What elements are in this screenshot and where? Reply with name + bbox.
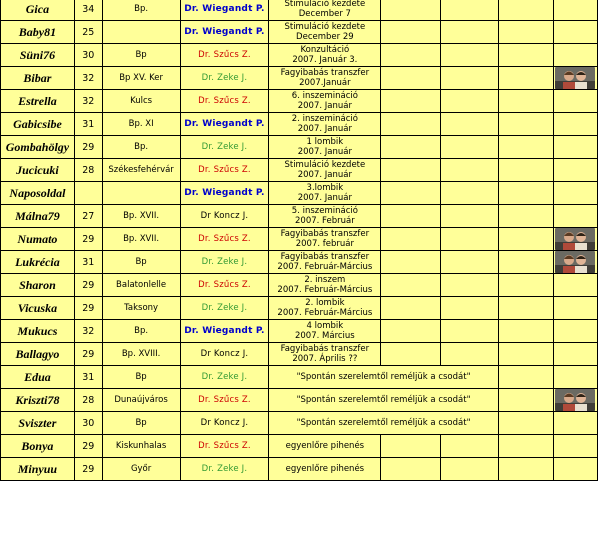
- empty-cell: [381, 90, 441, 113]
- member-age: 27: [74, 205, 102, 228]
- status-line: 2007. Március: [294, 331, 355, 341]
- status-line: 2. inszemináció: [291, 114, 358, 124]
- table-row: [1, 251, 598, 274]
- member-age: 32: [74, 320, 102, 343]
- member-status: [269, 90, 381, 113]
- member-city: Bp: [102, 44, 180, 67]
- empty-cell: [440, 21, 498, 44]
- member-age: 25: [74, 21, 102, 44]
- status-line: Fagyibabás transzfer: [280, 68, 370, 78]
- member-age: 29: [74, 343, 102, 366]
- member-nickname: Lukrécia: [1, 251, 75, 274]
- member-city: Bp. XVII.: [102, 228, 180, 251]
- status-line: Fagyibabás transzfer: [280, 252, 370, 262]
- status-line: 2007. Február-Március: [277, 262, 373, 272]
- member-city: Balatonlelle: [102, 274, 180, 297]
- member-nickname: Bibar: [1, 67, 75, 90]
- table-row: [1, 67, 598, 90]
- empty-cell: [381, 228, 441, 251]
- member-doctor: Dr Koncz J.: [180, 205, 269, 228]
- photo-cell: [553, 458, 597, 481]
- table-row: [1, 205, 598, 228]
- member-city: Győr: [102, 458, 180, 481]
- table-row: [1, 435, 598, 458]
- empty-cell: [440, 113, 498, 136]
- empty-cell: [381, 0, 441, 21]
- empty-cell: [440, 90, 498, 113]
- status-line: 2007. Február: [295, 216, 355, 226]
- photo-cell: [553, 159, 597, 182]
- member-status: [269, 67, 381, 90]
- empty-cell: [440, 228, 498, 251]
- empty-cell: [440, 435, 498, 458]
- member-status: [269, 435, 381, 458]
- empty-cell: [440, 205, 498, 228]
- empty-cell: [440, 320, 498, 343]
- member-nickname: Kriszti78: [1, 389, 75, 412]
- empty-cell: [440, 67, 498, 90]
- status-line: Fagyibabás transzfer: [280, 229, 370, 239]
- member-status: [269, 21, 381, 44]
- status-line: December 7: [298, 9, 351, 19]
- status-line: 2. lombik: [305, 298, 345, 308]
- status-line: Fagyibabás transzfer: [280, 344, 370, 354]
- table-row: [1, 320, 598, 343]
- member-city: Bp. XVIII.: [102, 343, 180, 366]
- member-nickname: Mukucs: [1, 320, 75, 343]
- status-line: 2007. február: [295, 239, 354, 249]
- member-status: [269, 136, 381, 159]
- member-status: [269, 228, 381, 251]
- empty-cell: [440, 0, 498, 21]
- photo-cell: [553, 44, 597, 67]
- member-doctor: Dr. Szűcs Z.: [180, 44, 269, 67]
- empty-cell: [440, 251, 498, 274]
- member-city: [102, 182, 180, 205]
- empty-cell: [498, 182, 553, 205]
- member-nickname: Vicuska: [1, 297, 75, 320]
- member-city: Dunaújváros: [102, 389, 180, 412]
- member-age: [74, 182, 102, 205]
- empty-cell: [498, 44, 553, 67]
- status-line: 5. inszemináció: [291, 206, 358, 216]
- table-row: [1, 90, 598, 113]
- empty-cell: [440, 159, 498, 182]
- member-doctor: Dr. Zeke J.: [180, 251, 269, 274]
- empty-cell: [498, 21, 553, 44]
- status-line: Stimuláció kezdete: [284, 160, 366, 170]
- empty-cell: [440, 44, 498, 67]
- member-doctor: Dr. Szűcs Z.: [180, 389, 269, 412]
- photo-cell: [553, 320, 597, 343]
- member-city: [102, 21, 180, 44]
- empty-cell: [381, 44, 441, 67]
- member-doctor: Dr. Szűcs Z.: [180, 435, 269, 458]
- member-nickname: Minyuu: [1, 458, 75, 481]
- member-status: [269, 159, 381, 182]
- empty-cell: [498, 389, 553, 412]
- member-doctor: Dr. Wiegandt P.: [180, 21, 269, 44]
- member-age: 30: [74, 412, 102, 435]
- empty-cell: [440, 458, 498, 481]
- empty-cell: [498, 366, 553, 389]
- table-row: [1, 458, 598, 481]
- couple-photo-icon[interactable]: [555, 67, 595, 89]
- empty-cell: [381, 274, 441, 297]
- photo-cell: [553, 228, 597, 251]
- member-doctor: Dr. Zeke J.: [180, 67, 269, 90]
- table-row: [1, 113, 598, 136]
- photo-cell: [553, 251, 597, 274]
- photo-cell: [553, 205, 597, 228]
- member-doctor: Dr. Wiegandt P.: [180, 182, 269, 205]
- member-age: 28: [74, 159, 102, 182]
- member-nickname: Sviszter: [1, 412, 75, 435]
- empty-cell: [498, 458, 553, 481]
- member-age: 32: [74, 67, 102, 90]
- empty-cell: [440, 343, 498, 366]
- empty-cell: [498, 297, 553, 320]
- status-line: 2007. Január 3.: [292, 55, 358, 65]
- member-city: Bp: [102, 412, 180, 435]
- table-row: [1, 44, 598, 67]
- photo-cell: [553, 274, 597, 297]
- empty-cell: [381, 458, 441, 481]
- member-doctor: Dr Koncz J.: [180, 343, 269, 366]
- member-age: 31: [74, 366, 102, 389]
- member-doctor: Dr. Szűcs Z.: [180, 274, 269, 297]
- member-age: 31: [74, 251, 102, 274]
- member-nickname: Gabicsibe: [1, 113, 75, 136]
- empty-cell: [440, 274, 498, 297]
- member-doctor: Dr. Wiegandt P.: [180, 320, 269, 343]
- member-doctor: Dr. Szűcs Z.: [180, 159, 269, 182]
- empty-cell: [381, 435, 441, 458]
- member-city: Bp.: [102, 0, 180, 21]
- photo-cell: [553, 90, 597, 113]
- photo-cell: [553, 435, 597, 458]
- member-age: 31: [74, 113, 102, 136]
- couple-photo-icon[interactable]: [555, 389, 595, 411]
- empty-cell: [440, 136, 498, 159]
- table-row: [1, 274, 598, 297]
- photo-cell: [553, 412, 597, 435]
- table-row: [1, 412, 598, 435]
- member-age: 30: [74, 44, 102, 67]
- status-line: 6. inszemináció: [291, 91, 358, 101]
- member-nickname: Gica: [1, 0, 75, 21]
- member-status: [269, 251, 381, 274]
- empty-cell: [440, 182, 498, 205]
- member-nickname: Estrella: [1, 90, 75, 113]
- status-line: 2007. Április ??: [292, 354, 358, 364]
- status-line: 4 lombik: [306, 321, 344, 331]
- photo-cell: [553, 67, 597, 90]
- empty-cell: [381, 205, 441, 228]
- table-row: [1, 366, 598, 389]
- member-nickname: Sharon: [1, 274, 75, 297]
- status-line: 2007. Február-Március: [277, 285, 373, 295]
- member-nickname: Numato: [1, 228, 75, 251]
- member-age: 29: [74, 136, 102, 159]
- member-city: Bp XV. Ker: [102, 67, 180, 90]
- member-city: Bp: [102, 251, 180, 274]
- member-doctor: Dr. Zeke J.: [180, 458, 269, 481]
- member-status: [269, 113, 381, 136]
- status-line: 2. inszem: [304, 275, 346, 285]
- photo-cell: [553, 366, 597, 389]
- member-doctor: Dr. Wiegandt P.: [180, 0, 269, 21]
- photo-cell: [553, 297, 597, 320]
- empty-cell: [381, 343, 441, 366]
- member-nickname: Ballagyo: [1, 343, 75, 366]
- member-doctor: Dr. Zeke J.: [180, 366, 269, 389]
- photo-cell: [553, 182, 597, 205]
- empty-cell: [498, 205, 553, 228]
- member-city: Székesfehérvár: [102, 159, 180, 182]
- member-status: [269, 458, 381, 481]
- empty-cell: [440, 297, 498, 320]
- empty-cell: [381, 182, 441, 205]
- member-nickname: Jucicuki: [1, 159, 75, 182]
- table-row: [1, 228, 598, 251]
- empty-cell: [381, 21, 441, 44]
- member-age: 34: [74, 0, 102, 21]
- empty-cell: [498, 113, 553, 136]
- member-city: Kulcs: [102, 90, 180, 113]
- status-line: 2007. Január: [297, 101, 352, 111]
- member-status: "Spontán szerelemtől reméljük a csodát": [269, 389, 498, 412]
- member-city: Bp. XVII.: [102, 205, 180, 228]
- member-nickname: Naposoldal: [1, 182, 75, 205]
- empty-cell: [498, 67, 553, 90]
- empty-cell: [498, 412, 553, 435]
- table-row: [1, 182, 598, 205]
- member-doctor: Dr. Szűcs Z.: [180, 228, 269, 251]
- empty-cell: [381, 113, 441, 136]
- empty-cell: [498, 136, 553, 159]
- member-doctor: Dr. Zeke J.: [180, 297, 269, 320]
- status-line: 2007. Február-Március: [277, 308, 373, 318]
- photo-cell: [553, 0, 597, 21]
- photo-cell: [553, 136, 597, 159]
- member-nickname: Gombahölgy: [1, 136, 75, 159]
- couple-photo-icon[interactable]: [555, 228, 595, 250]
- member-city: Bp: [102, 366, 180, 389]
- status-line: 2007. Január: [297, 147, 352, 157]
- photo-cell: [553, 21, 597, 44]
- member-doctor: Dr. Wiegandt P.: [180, 113, 269, 136]
- member-age: 29: [74, 274, 102, 297]
- photo-cell: [553, 389, 597, 412]
- empty-cell: [498, 159, 553, 182]
- status-line: 3.lombik: [306, 183, 344, 193]
- empty-cell: [498, 274, 553, 297]
- table-row: [1, 389, 598, 412]
- photo-cell: [553, 113, 597, 136]
- status-line: Stimuláció kezdete: [284, 22, 366, 32]
- member-age: 29: [74, 228, 102, 251]
- member-doctor: Dr Koncz J.: [180, 412, 269, 435]
- member-age: 29: [74, 297, 102, 320]
- member-status: [269, 182, 381, 205]
- status-line: egyenlőre pihenés: [285, 464, 365, 474]
- member-nickname: Baby81: [1, 21, 75, 44]
- status-line: 2007. Január: [297, 124, 352, 134]
- empty-cell: [498, 320, 553, 343]
- member-doctor: Dr. Zeke J.: [180, 136, 269, 159]
- status-line: 2007. Január: [297, 193, 352, 203]
- member-city: Taksony: [102, 297, 180, 320]
- status-line: 2007. Január: [297, 170, 352, 180]
- member-city: Kiskunhalas: [102, 435, 180, 458]
- member-nickname: Málna79: [1, 205, 75, 228]
- member-status: "Spontán szerelemtől reméljük a csodát": [269, 366, 498, 389]
- table-row: [1, 136, 598, 159]
- table-row: [1, 21, 598, 44]
- table-row: [1, 297, 598, 320]
- status-line: Konzultáció: [300, 45, 350, 55]
- status-line: December 29: [296, 32, 354, 42]
- member-doctor: Dr. Szűcs Z.: [180, 90, 269, 113]
- member-nickname: Süni76: [1, 44, 75, 67]
- member-status: [269, 205, 381, 228]
- status-line: 1 lombik: [306, 137, 344, 147]
- empty-cell: [498, 343, 553, 366]
- empty-cell: [381, 67, 441, 90]
- couple-photo-icon[interactable]: [555, 251, 595, 273]
- member-status: [269, 343, 381, 366]
- table-row: [1, 0, 598, 21]
- empty-cell: [381, 159, 441, 182]
- empty-cell: [498, 0, 553, 21]
- member-status: [269, 297, 381, 320]
- empty-cell: [381, 320, 441, 343]
- member-age: 32: [74, 90, 102, 113]
- member-city: Bp.: [102, 320, 180, 343]
- empty-cell: [381, 136, 441, 159]
- member-status: [269, 274, 381, 297]
- empty-cell: [498, 90, 553, 113]
- member-status: [269, 44, 381, 67]
- empty-cell: [381, 251, 441, 274]
- empty-cell: [498, 435, 553, 458]
- member-status: [269, 320, 381, 343]
- status-line: egyenlőre pihenés: [285, 441, 365, 451]
- member-age: 28: [74, 389, 102, 412]
- member-status: [269, 0, 381, 21]
- member-status: "Spontán szerelemtől reméljük a csodát": [269, 412, 498, 435]
- member-age: 29: [74, 435, 102, 458]
- table-row: [1, 159, 598, 182]
- empty-cell: [498, 251, 553, 274]
- status-line: Stimuláció kezdete: [284, 0, 366, 9]
- status-line: 2007.Január: [299, 78, 351, 88]
- empty-cell: [381, 297, 441, 320]
- member-city: Bp. XI: [102, 113, 180, 136]
- member-age: 29: [74, 458, 102, 481]
- table-row: [1, 343, 598, 366]
- member-nickname: Bonya: [1, 435, 75, 458]
- photo-cell: [553, 343, 597, 366]
- empty-cell: [498, 228, 553, 251]
- member-city: Bp.: [102, 136, 180, 159]
- member-nickname: Edua: [1, 366, 75, 389]
